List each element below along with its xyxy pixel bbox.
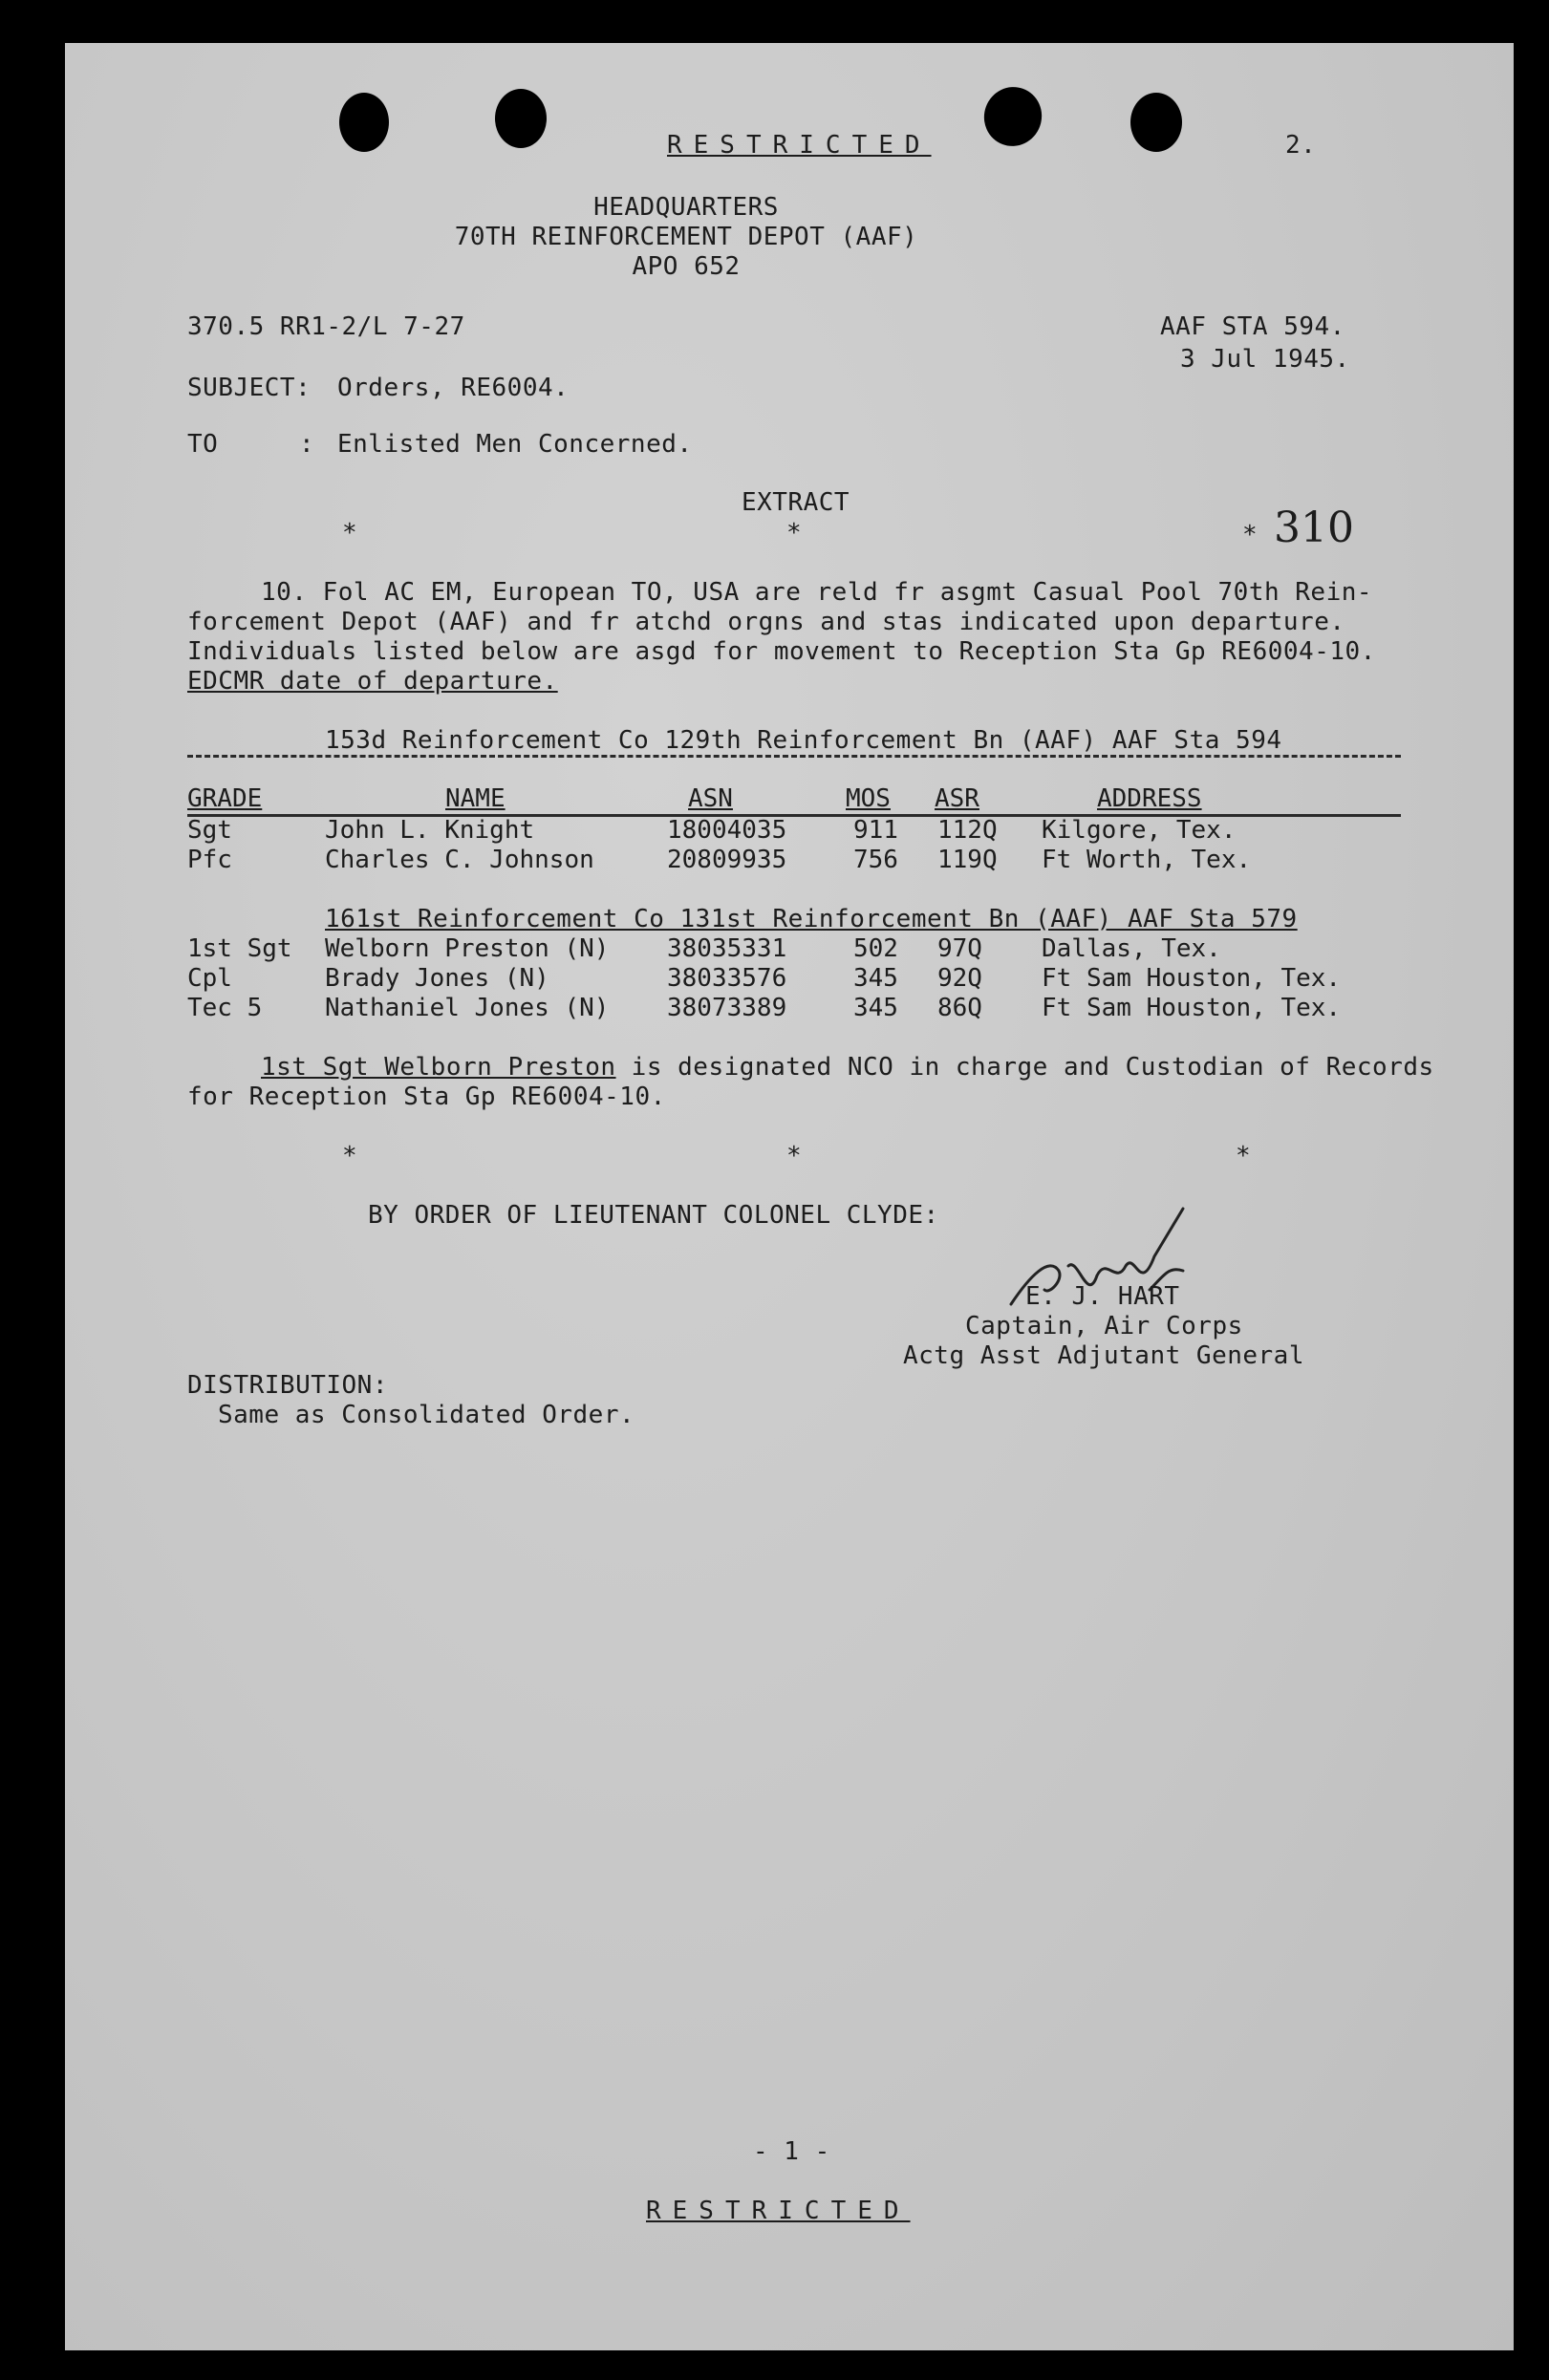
cell-grade: 1st Sgt [187, 934, 292, 963]
cell-mos: 502 [853, 934, 898, 963]
paragraph-line: Individuals listed below are asgd for movement to Reception Sta Gp RE6004-10. [187, 637, 1376, 666]
distribution-label: DISTRIBUTION: [187, 1371, 388, 1400]
cell-mos: 756 [853, 846, 898, 874]
header-name: NAME [445, 784, 506, 813]
designated-nco: 1st Sgt Welborn Preston [261, 1053, 616, 1082]
classification-top: RESTRICTED [667, 131, 932, 160]
section-title: 153d Reinforcement Co 129th Reinforcement Bn (AAF) AAF Sta 594 [325, 726, 1282, 755]
cell-asn: 38033576 [667, 964, 787, 993]
cell-mos: 345 [853, 994, 898, 1022]
unit-line-1: HEADQUARTERS [593, 193, 779, 222]
punch-hole [976, 79, 1050, 155]
to-value: Enlisted Men Concerned. [337, 430, 693, 459]
header-mos: MOS [846, 784, 891, 813]
cell-name: Brady Jones (N) [325, 964, 549, 993]
punch-hole [495, 89, 547, 148]
cell-grade: Tec 5 [187, 994, 263, 1022]
order-authority: BY ORDER OF LIEUTENANT COLONEL CLYDE: [368, 1201, 939, 1230]
document-page [65, 43, 1514, 2350]
cell-mos: 345 [853, 964, 898, 993]
punch-hole [339, 93, 389, 152]
station: AAF STA 594. [1160, 312, 1345, 341]
unit-line-3: APO 652 [632, 252, 741, 281]
to-separator: : [299, 430, 315, 459]
paragraph-line: EDCMR date of departure. [187, 667, 558, 696]
cell-address: Dallas, Tex. [1042, 934, 1221, 963]
separator-star: * [786, 519, 802, 547]
cell-asn: 18004035 [667, 816, 787, 845]
cell-name: John L. Knight [325, 816, 535, 845]
cell-asr: 112Q [937, 816, 998, 845]
signer-name: E. J. HART [1025, 1282, 1180, 1311]
cell-name: Nathaniel Jones (N) [325, 994, 610, 1022]
cell-asr: 119Q [937, 846, 998, 874]
separator-star: * [786, 1142, 802, 1170]
divider [187, 755, 1401, 758]
cell-address: Kilgore, Tex. [1042, 816, 1237, 845]
unit-line-2: 70TH REINFORCEMENT DEPOT (AAF) [454, 223, 918, 251]
cell-asr: 92Q [937, 964, 982, 993]
distribution-value: Same as Consolidated Order. [218, 1401, 635, 1429]
designation-line-2: for Reception Sta Gp RE6004-10. [187, 1083, 666, 1111]
punch-hole [1130, 93, 1182, 152]
cell-asr: 97Q [937, 934, 982, 963]
order-date: 3 Jul 1945. [1180, 345, 1350, 374]
signer-rank: Captain, Air Corps [965, 1312, 1243, 1340]
subject-label: SUBJECT: [187, 374, 312, 402]
subject-value: Orders, RE6004. [337, 374, 570, 402]
cell-grade: Pfc [187, 846, 232, 874]
file-number: 370.5 RR1-2/L 7-27 [187, 312, 465, 341]
page-number: 2. [1285, 131, 1317, 160]
cell-mos: 911 [853, 816, 898, 845]
paragraph-line: forcement Depot (AAF) and fr atchd orgns and stas indicated upon departure. [187, 608, 1345, 636]
separator-star: * [1236, 1142, 1251, 1170]
designation-text: is designated NCO in charge and Custodian of Records [615, 1053, 1434, 1082]
cell-asr: 86Q [937, 994, 982, 1022]
section-title: 161st Reinforcement Co 131st Reinforcement Bn (AAF) AAF Sta 579 [325, 905, 1298, 933]
cell-address: Ft Worth, Tex. [1042, 846, 1252, 874]
header-asn: ASN [688, 784, 733, 813]
separator-star: * [342, 1142, 357, 1170]
cell-name: Welborn Preston (N) [325, 934, 610, 963]
order-number: 310 [1274, 504, 1354, 552]
cell-asn: 38073389 [667, 994, 787, 1022]
order-number-star: * [1242, 521, 1258, 549]
header-asr: ASR [935, 784, 979, 813]
cell-name: Charles C. Johnson [325, 846, 594, 874]
cell-asn: 20809935 [667, 846, 787, 874]
cell-grade: Sgt [187, 816, 232, 845]
designation-line-1 [261, 1053, 1434, 1082]
header-grade: GRADE [187, 784, 263, 813]
extract-title: EXTRACT [742, 488, 850, 517]
cell-grade: Cpl [187, 964, 232, 993]
cell-address: Ft Sam Houston, Tex. [1042, 964, 1342, 993]
header-address: ADDRESS [1097, 784, 1202, 813]
to-label: TO [187, 430, 219, 459]
cell-asn: 38035331 [667, 934, 787, 963]
classification-bottom: RESTRICTED [646, 2197, 911, 2225]
page-marker: - 1 - [753, 2137, 830, 2166]
separator-star: * [342, 519, 357, 547]
paragraph-line: 10. Fol AC EM, European TO, USA are reld fr asgmt Casual Pool 70th Rein- [261, 578, 1373, 607]
signer-title: Actg Asst Adjutant General [903, 1341, 1304, 1370]
cell-address: Ft Sam Houston, Tex. [1042, 994, 1342, 1022]
